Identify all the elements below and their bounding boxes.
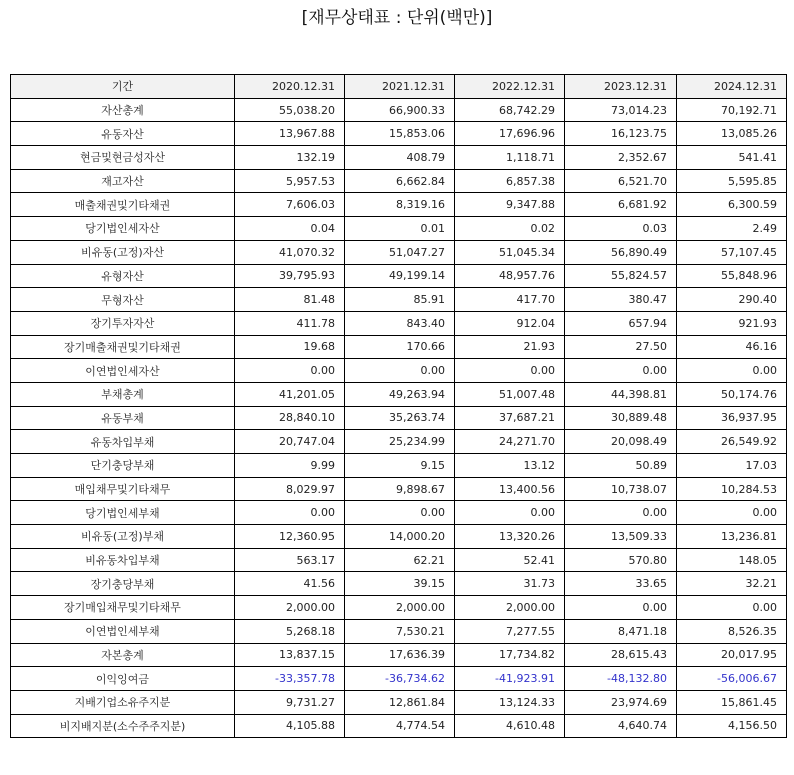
- value-cell: 51,007.48: [455, 382, 565, 406]
- value-cell: 19.68: [235, 335, 345, 359]
- header-row: [11, 75, 787, 99]
- table-row: [11, 288, 787, 312]
- value-cell: 30,889.48: [565, 406, 677, 430]
- value-cell: 4,640.74: [565, 714, 677, 738]
- row-label: 장기투자자산: [11, 311, 235, 335]
- value-cell: 24,271.70: [455, 430, 565, 454]
- value-cell: -41,923.91: [455, 667, 565, 691]
- table-row: [11, 596, 787, 620]
- table-row: [11, 477, 787, 501]
- value-cell: -48,132.80: [565, 667, 677, 691]
- value-cell: 55,824.57: [565, 264, 677, 288]
- row-label: 재고자산: [11, 169, 235, 193]
- value-cell: 28,840.10: [235, 406, 345, 430]
- row-label: 매출채권및기타채권: [11, 193, 235, 217]
- value-cell: 49,263.94: [345, 382, 455, 406]
- value-cell: 14,000.20: [345, 525, 455, 549]
- table-row: [11, 169, 787, 193]
- row-label: 유동부채: [11, 406, 235, 430]
- table-body: [11, 98, 787, 738]
- value-cell: 7,530.21: [345, 619, 455, 643]
- table-row: [11, 122, 787, 146]
- table-row: [11, 548, 787, 572]
- row-label: 부채총계: [11, 382, 235, 406]
- value-cell: -33,357.78: [235, 667, 345, 691]
- value-cell: -36,734.62: [345, 667, 455, 691]
- table-row: [11, 193, 787, 217]
- row-label: 이연법인세자산: [11, 359, 235, 383]
- value-cell: 843.40: [345, 311, 455, 335]
- value-cell: 15,853.06: [345, 122, 455, 146]
- row-label: 자산총계: [11, 98, 235, 122]
- value-cell: 290.40: [677, 288, 787, 312]
- table-row: [11, 714, 787, 738]
- value-cell: 21.93: [455, 335, 565, 359]
- value-cell: 0.00: [455, 501, 565, 525]
- value-cell: 13,124.33: [455, 690, 565, 714]
- value-cell: 541.41: [677, 146, 787, 170]
- value-cell: 28,615.43: [565, 643, 677, 667]
- table-row: [11, 240, 787, 264]
- value-cell: 0.04: [235, 217, 345, 241]
- table-row: [11, 335, 787, 359]
- value-cell: 20,098.49: [565, 430, 677, 454]
- value-cell: 0.00: [345, 501, 455, 525]
- table-row: [11, 382, 787, 406]
- value-cell: 6,681.92: [565, 193, 677, 217]
- row-label: 단기충당부채: [11, 454, 235, 478]
- value-cell: 13,085.26: [677, 122, 787, 146]
- value-cell: 1,118.71: [455, 146, 565, 170]
- value-cell: 55,848.96: [677, 264, 787, 288]
- value-cell: 37,687.21: [455, 406, 565, 430]
- table-row: [11, 311, 787, 335]
- value-cell: 6,300.59: [677, 193, 787, 217]
- value-cell: 31.73: [455, 572, 565, 596]
- value-cell: 50.89: [565, 454, 677, 478]
- value-cell: 5,957.53: [235, 169, 345, 193]
- table-row: [11, 501, 787, 525]
- value-cell: 657.94: [565, 311, 677, 335]
- value-cell: 4,105.88: [235, 714, 345, 738]
- value-cell: -56,006.67: [677, 667, 787, 691]
- value-cell: 13.12: [455, 454, 565, 478]
- value-cell: 73,014.23: [565, 98, 677, 122]
- value-cell: 0.00: [235, 359, 345, 383]
- row-label: 지배기업소유주지분: [11, 690, 235, 714]
- value-cell: 0.00: [565, 501, 677, 525]
- value-cell: 17,636.39: [345, 643, 455, 667]
- row-label: 매입채무및기타채무: [11, 477, 235, 501]
- value-cell: 411.78: [235, 311, 345, 335]
- value-cell: 57,107.45: [677, 240, 787, 264]
- value-cell: 6,662.84: [345, 169, 455, 193]
- year-header: 2021.12.31: [345, 75, 455, 99]
- table-row: [11, 98, 787, 122]
- year-header: 2020.12.31: [235, 75, 345, 99]
- value-cell: 13,837.15: [235, 643, 345, 667]
- value-cell: 5,268.18: [235, 619, 345, 643]
- value-cell: 0.03: [565, 217, 677, 241]
- value-cell: 17,734.82: [455, 643, 565, 667]
- value-cell: 17.03: [677, 454, 787, 478]
- value-cell: 12,360.95: [235, 525, 345, 549]
- value-cell: 46.16: [677, 335, 787, 359]
- value-cell: 68,742.29: [455, 98, 565, 122]
- row-label: 장기매출채권및기타채권: [11, 335, 235, 359]
- row-label: 당기법인세부채: [11, 501, 235, 525]
- value-cell: 9.15: [345, 454, 455, 478]
- row-label: 비유동차입부채: [11, 548, 235, 572]
- value-cell: 0.00: [677, 596, 787, 620]
- value-cell: 13,967.88: [235, 122, 345, 146]
- year-header: 2022.12.31: [455, 75, 565, 99]
- balance-sheet-table: [10, 74, 787, 738]
- year-header: 2024.12.31: [677, 75, 787, 99]
- row-label: 유동차입부채: [11, 430, 235, 454]
- row-label: 현금및현금성자산: [11, 146, 235, 170]
- table-row: [11, 667, 787, 691]
- value-cell: 0.00: [565, 359, 677, 383]
- row-label: 비지배지분(소수주주지분): [11, 714, 235, 738]
- value-cell: 51,047.27: [345, 240, 455, 264]
- value-cell: 20,017.95: [677, 643, 787, 667]
- value-cell: 52.41: [455, 548, 565, 572]
- value-cell: 56,890.49: [565, 240, 677, 264]
- table-header: [11, 75, 787, 99]
- row-label: 이연법인세부채: [11, 619, 235, 643]
- table-row: [11, 572, 787, 596]
- value-cell: 32.21: [677, 572, 787, 596]
- value-cell: 15,861.45: [677, 690, 787, 714]
- value-cell: 2,000.00: [345, 596, 455, 620]
- value-cell: 8,526.35: [677, 619, 787, 643]
- value-cell: 2,352.67: [565, 146, 677, 170]
- value-cell: 132.19: [235, 146, 345, 170]
- value-cell: 39,795.93: [235, 264, 345, 288]
- table-row: [11, 690, 787, 714]
- page-title: [재무상태표 : 단위(백만)]: [301, 8, 493, 28]
- value-cell: 4,610.48: [455, 714, 565, 738]
- value-cell: 23,974.69: [565, 690, 677, 714]
- row-label: 유동자산: [11, 122, 235, 146]
- value-cell: 0.00: [235, 501, 345, 525]
- value-cell: 50,174.76: [677, 382, 787, 406]
- value-cell: 85.91: [345, 288, 455, 312]
- value-cell: 12,861.84: [345, 690, 455, 714]
- row-label: 자본총계: [11, 643, 235, 667]
- row-label: 비유동(고정)부채: [11, 525, 235, 549]
- value-cell: 380.47: [565, 288, 677, 312]
- year-header: 2023.12.31: [565, 75, 677, 99]
- table-row: [11, 406, 787, 430]
- value-cell: 417.70: [455, 288, 565, 312]
- row-label: 이익잉여금: [11, 667, 235, 691]
- value-cell: 7,277.55: [455, 619, 565, 643]
- value-cell: 8,471.18: [565, 619, 677, 643]
- value-cell: 25,234.99: [345, 430, 455, 454]
- value-cell: 9,898.67: [345, 477, 455, 501]
- value-cell: 13,509.33: [565, 525, 677, 549]
- table-row: [11, 619, 787, 643]
- value-cell: 8,029.97: [235, 477, 345, 501]
- value-cell: 13,236.81: [677, 525, 787, 549]
- value-cell: 0.00: [677, 501, 787, 525]
- value-cell: 81.48: [235, 288, 345, 312]
- value-cell: 148.05: [677, 548, 787, 572]
- value-cell: 0.00: [677, 359, 787, 383]
- value-cell: 16,123.75: [565, 122, 677, 146]
- value-cell: 36,937.95: [677, 406, 787, 430]
- value-cell: 6,521.70: [565, 169, 677, 193]
- value-cell: 13,400.56: [455, 477, 565, 501]
- table-row: [11, 525, 787, 549]
- value-cell: 7,606.03: [235, 193, 345, 217]
- value-cell: 5,595.85: [677, 169, 787, 193]
- value-cell: 27.50: [565, 335, 677, 359]
- value-cell: 9.99: [235, 454, 345, 478]
- value-cell: 20,747.04: [235, 430, 345, 454]
- value-cell: 49,199.14: [345, 264, 455, 288]
- value-cell: 8,319.16: [345, 193, 455, 217]
- value-cell: 55,038.20: [235, 98, 345, 122]
- table-row: [11, 454, 787, 478]
- value-cell: 62.21: [345, 548, 455, 572]
- table-row: [11, 217, 787, 241]
- value-cell: 4,774.54: [345, 714, 455, 738]
- value-cell: 35,263.74: [345, 406, 455, 430]
- table-row: [11, 146, 787, 170]
- table-row: [11, 264, 787, 288]
- row-label: 무형자산: [11, 288, 235, 312]
- value-cell: 70,192.71: [677, 98, 787, 122]
- table-row: [11, 643, 787, 667]
- value-cell: 66,900.33: [345, 98, 455, 122]
- value-cell: 33.65: [565, 572, 677, 596]
- table-row: [11, 359, 787, 383]
- value-cell: 13,320.26: [455, 525, 565, 549]
- period-header: 기간: [11, 75, 235, 99]
- value-cell: 6,857.38: [455, 169, 565, 193]
- value-cell: 2,000.00: [235, 596, 345, 620]
- value-cell: 9,347.88: [455, 193, 565, 217]
- value-cell: 0.00: [565, 596, 677, 620]
- table-row: [11, 430, 787, 454]
- row-label: 당기법인세자산: [11, 217, 235, 241]
- value-cell: 2,000.00: [455, 596, 565, 620]
- row-label: 유형자산: [11, 264, 235, 288]
- value-cell: 41.56: [235, 572, 345, 596]
- value-cell: 563.17: [235, 548, 345, 572]
- value-cell: 170.66: [345, 335, 455, 359]
- value-cell: 4,156.50: [677, 714, 787, 738]
- value-cell: 0.02: [455, 217, 565, 241]
- value-cell: 0.00: [345, 359, 455, 383]
- value-cell: 912.04: [455, 311, 565, 335]
- value-cell: 921.93: [677, 311, 787, 335]
- value-cell: 0.01: [345, 217, 455, 241]
- row-label: 장기매입채무및기타채무: [11, 596, 235, 620]
- value-cell: 9,731.27: [235, 690, 345, 714]
- row-label: 비유동(고정)자산: [11, 240, 235, 264]
- value-cell: 2.49: [677, 217, 787, 241]
- value-cell: 0.00: [455, 359, 565, 383]
- value-cell: 51,045.34: [455, 240, 565, 264]
- row-label: 장기충당부채: [11, 572, 235, 596]
- value-cell: 10,738.07: [565, 477, 677, 501]
- value-cell: 570.80: [565, 548, 677, 572]
- value-cell: 48,957.76: [455, 264, 565, 288]
- value-cell: 10,284.53: [677, 477, 787, 501]
- value-cell: 44,398.81: [565, 382, 677, 406]
- value-cell: 17,696.96: [455, 122, 565, 146]
- value-cell: 41,070.32: [235, 240, 345, 264]
- value-cell: 41,201.05: [235, 382, 345, 406]
- value-cell: 39.15: [345, 572, 455, 596]
- value-cell: 26,549.92: [677, 430, 787, 454]
- value-cell: 408.79: [345, 146, 455, 170]
